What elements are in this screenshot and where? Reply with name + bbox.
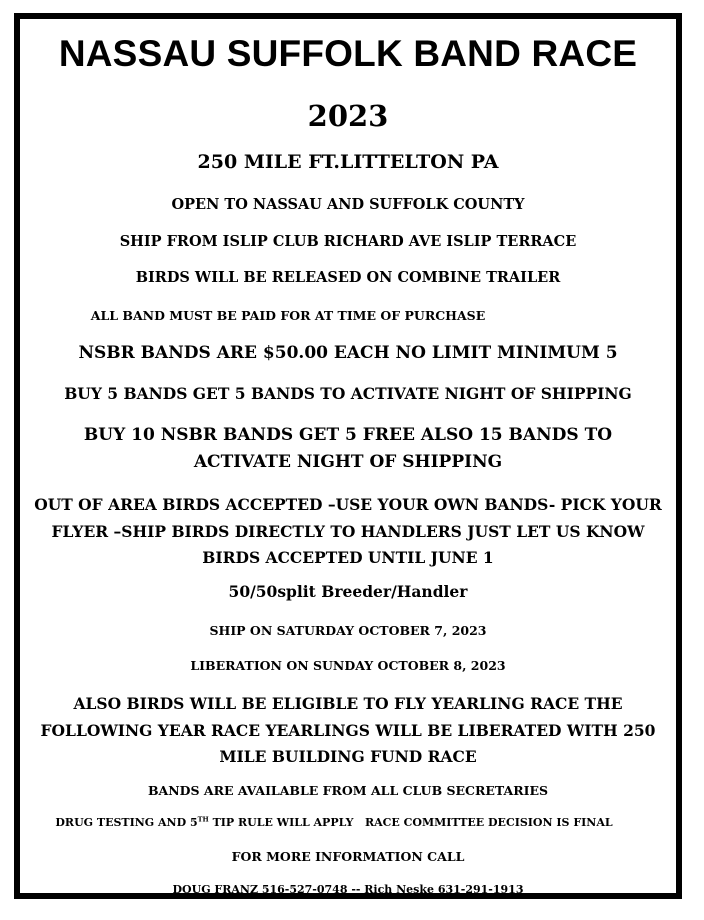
info-text: FOR MORE INFORMATION CALL xyxy=(231,849,465,864)
price-text: NSBR BANDS ARE $50.00 EACH NO LIMIT MINIMUM 5 xyxy=(78,343,618,363)
availability-text: BANDS ARE AVAILABLE FROM ALL CLUB SECRETARIES xyxy=(147,783,549,798)
buy-ten-block xyxy=(20,422,676,476)
rules-superscript: TH xyxy=(197,815,209,824)
buy-ten-line-2: ACTIVATE NIGHT OF SHIPPING xyxy=(193,452,503,472)
buy-ten-line-1: BUY 10 NSBR BANDS GET 5 FREE ALSO 15 BANDS TO xyxy=(83,425,613,445)
race-distance: 250 MILE FT.LITTELTON PA xyxy=(197,151,499,173)
yearling-line-3: MILE BUILDING FUND RACE xyxy=(219,747,477,766)
flyer-year: 2023 xyxy=(307,99,389,133)
rules-prefix: DRUG TESTING AND 5 xyxy=(55,816,198,829)
open-to-text: OPEN TO NASSAU AND SUFFOLK COUNTY xyxy=(171,196,525,213)
rules-text xyxy=(6,816,662,829)
ship-from-text: SHIP FROM ISLIP CLUB RICHARD AVE ISLIP TERRACE xyxy=(119,233,577,250)
flyer-frame xyxy=(14,13,682,899)
flyer-title: NASSAU SUFFOLK BAND RACE xyxy=(58,33,638,74)
rules-suffix: TIP RULE WILL APPLY RACE COMMITTEE DECISION IS FINAL xyxy=(208,816,613,829)
release-text: BIRDS WILL BE RELEASED ON COMBINE TRAILER xyxy=(135,269,561,286)
yearling-line-2: FOLLOWING YEAR RACE YEARLINGS WILL BE LIBERATED WITH 250 xyxy=(40,720,656,740)
ship-date-text: SHIP ON SATURDAY OCTOBER 7, 2023 xyxy=(209,623,487,638)
out-of-area-block xyxy=(20,492,676,572)
yearling-block xyxy=(20,691,676,771)
split-text: 50/50split Breeder/Handler xyxy=(228,582,468,601)
contacts-text: DOUG FRANZ 516-527-0748 -- Rich Neske 631-291-1913 xyxy=(172,883,524,896)
out-of-area-line-3: BIRDS ACCEPTED UNTIL JUNE 1 xyxy=(202,548,494,567)
out-of-area-line-1: OUT OF AREA BIRDS ACCEPTED –USE YOUR OWN BANDS- PICK YOUR xyxy=(34,495,662,514)
liberation-date-text: LIBERATION ON SUNDAY OCTOBER 8, 2023 xyxy=(190,658,506,673)
out-of-area-line-2: FLYER –SHIP BIRDS DIRECTLY TO HANDLERS JUST LET US KNOW xyxy=(51,521,645,541)
yearling-line-1: ALSO BIRDS WILL BE ELIGIBLE TO FLY YEARLING RACE THE xyxy=(73,694,623,713)
payment-text: ALL BAND MUST BE PAID FOR AT TIME OF PURCHASE xyxy=(90,308,486,323)
buy-five-text: BUY 5 BANDS GET 5 BANDS TO ACTIVATE NIGHT OF SHIPPING xyxy=(64,384,632,403)
